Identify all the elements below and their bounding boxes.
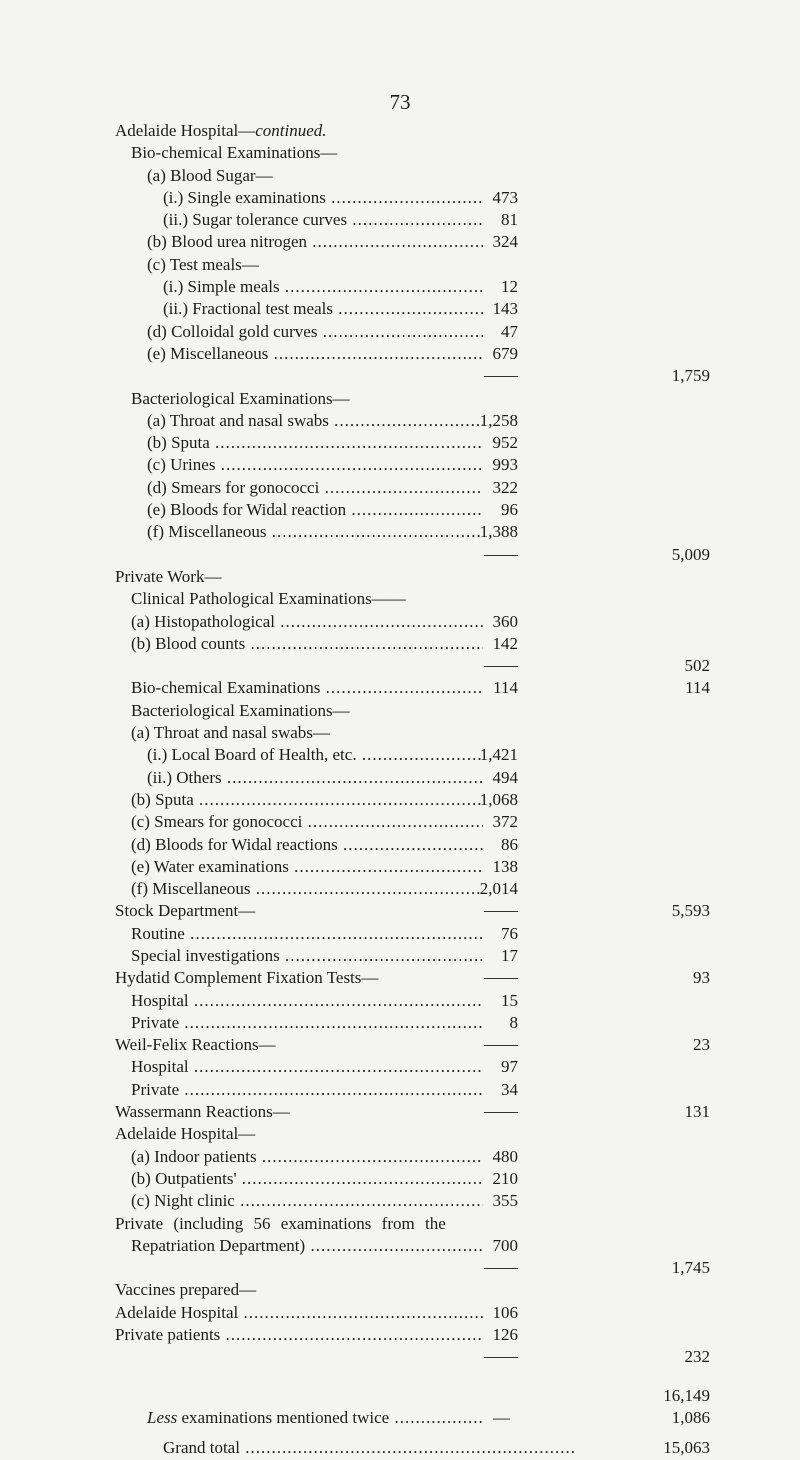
subtotal-rule — [484, 1357, 518, 1358]
table-row: (b) Blood counts ..... 142 — [0, 633, 800, 655]
wasser-heading: Wassermann Reactions— 131 — [115, 1102, 710, 1122]
subtotal-row: 232 — [0, 1346, 800, 1368]
table-row: Adelaide Hospital ..... 106 — [0, 1302, 800, 1324]
less-row: Less examinations mentioned twice ..... — 1,086 — [0, 1407, 800, 1429]
table-row: (a) Throat and nasal swabs ..... 1,258 — [0, 410, 800, 432]
table-row: (d) Smears for gonococci ..... 322 — [0, 477, 800, 499]
hydatid-heading: Hydatid Complement Fixation Tests— 93 — [115, 968, 710, 988]
weil-heading: Weil-Felix Reactions— 23 — [115, 1035, 710, 1055]
table-row: Hospital ..... 15 — [0, 990, 800, 1012]
table-row: Private patients ..... 126 — [0, 1324, 800, 1346]
table-row: (i.) Single examinations ..... 473 — [0, 187, 800, 209]
vaccines-heading: Vaccines prepared— — [115, 1280, 257, 1300]
sum-row: 16,149 — [663, 1385, 710, 1405]
clinical-heading: Clinical Pathological Examinations—— — [131, 589, 406, 609]
bact-heading: Bacteriological Examinations— — [131, 388, 350, 408]
table-row: (d) Colloidal gold curves ..... 47 — [0, 321, 800, 343]
private-heading: Private Work— — [115, 566, 222, 586]
table-row: (c) Urines ..... 993 — [0, 454, 800, 476]
table-row: (b) Sputa ..... 952 — [0, 432, 800, 454]
subtotal-row: 1,745 — [0, 1257, 800, 1279]
table-row: (e) Water examinations ..... 138 — [0, 856, 800, 878]
header-continued: continued. — [255, 121, 327, 140]
stock-heading: Stock Department— 5,593 — [115, 901, 710, 921]
table-row: (f) Miscellaneous ..... 2,014 — [0, 878, 800, 900]
table-row: (d) Bloods for Widal reactions ..... 86 — [0, 834, 800, 856]
wasser-adelaide-heading: Adelaide Hospital— — [115, 1124, 256, 1144]
subtotal-row: 1,759 — [0, 365, 800, 387]
blood-sugar-heading: (a) Blood Sugar— — [147, 165, 273, 185]
table-row: (b) Sputa ..... 1,068 — [0, 789, 800, 811]
test-meals-heading: (c) Test meals— — [147, 254, 259, 274]
table-row: Routine ..... 76 — [0, 923, 800, 945]
page-number: 73 — [389, 90, 411, 114]
subtotal-rule — [484, 1045, 518, 1046]
table-row: (e) Bloods for Widal reaction ..... 96 — [0, 499, 800, 521]
table-row: (a) Histopathological ..... 360 — [0, 611, 800, 633]
subtotal-row: 5,009 — [0, 544, 800, 566]
private-bact-heading: Bacteriological Examinations— — [131, 700, 350, 720]
subtotal-rule — [484, 1112, 518, 1113]
table-row: (b) Blood urea nitrogen ..... 324 — [0, 231, 800, 253]
table-row: Hospital ..... 97 — [0, 1056, 800, 1078]
section-header — [0, 120, 800, 142]
table-row: (b) Outpatients' ..... 210 — [0, 1168, 800, 1190]
table-row: (ii.) Sugar tolerance curves ..... 81 — [0, 209, 800, 231]
header-title: Adelaide Hospital— — [115, 121, 256, 140]
table-row: Private ..... 34 — [0, 1079, 800, 1101]
private-throat-heading: (a) Throat and nasal swabs— — [131, 723, 330, 743]
subtotal-rule — [484, 911, 518, 912]
table-row: (c) Smears for gonococci ..... 372 — [0, 811, 800, 833]
table-row: (ii.) Fractional test meals ..... 143 — [0, 298, 800, 320]
table-row: Repatriation Department) ..... 700 — [0, 1235, 800, 1257]
table-row: (i.) Local Board of Health, etc. ..... 1,421 — [0, 744, 800, 766]
table-row: (c) Night clinic ..... 355 — [0, 1190, 800, 1212]
table-row: (a) Indoor patients ..... 480 — [0, 1146, 800, 1168]
table-row: Private ..... 8 — [0, 1012, 800, 1034]
table-row: (f) Miscellaneous ..... 1,388 — [0, 521, 800, 543]
table-row: (i.) Simple meals ..... 12 — [0, 276, 800, 298]
subtotal-row: 502 — [0, 655, 800, 677]
table-row: (e) Miscellaneous ..... 679 — [0, 343, 800, 365]
wasser-private-line: Private (including 56 examinations from the — [115, 1213, 446, 1233]
subtotal-rule — [484, 1268, 518, 1269]
grand-total-row: Grand total ..... 15,063 — [0, 1437, 800, 1459]
subtotal-rule — [484, 978, 518, 979]
subtotal-rule — [484, 555, 518, 556]
table-row: (ii.) Others ..... 494 — [0, 767, 800, 789]
table-row: Special investigations ..... 17 — [0, 945, 800, 967]
table-row: Bio-chemical Examinations ..... 114 114 — [0, 677, 800, 699]
document-body — [0, 120, 800, 1460]
subtotal-rule — [484, 376, 518, 377]
biochem-heading: Bio-chemical Examinations— — [131, 143, 338, 163]
subtotal-rule — [484, 666, 518, 667]
